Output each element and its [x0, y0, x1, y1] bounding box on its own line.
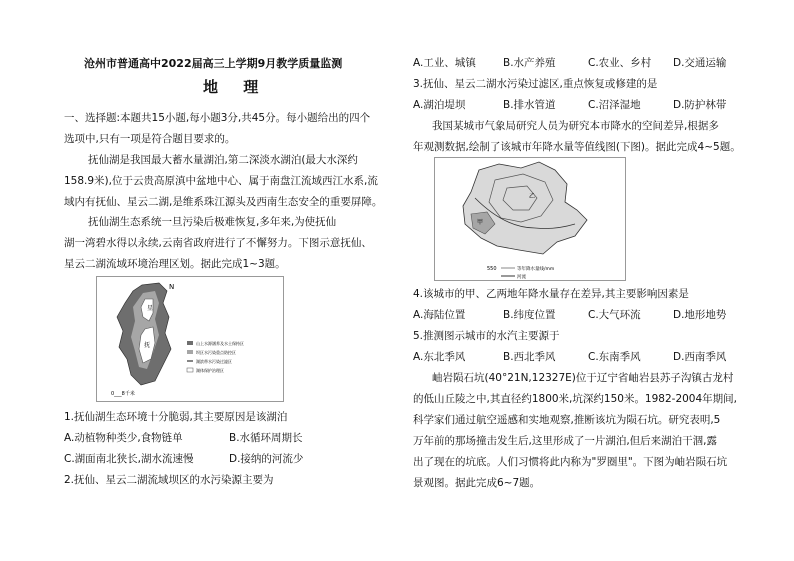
q5-option-d[interactable]: D.西南季风: [673, 351, 727, 363]
q4-option-d[interactable]: D.地形地势: [673, 309, 727, 321]
scale-bar-label: 0___8千米: [111, 391, 135, 397]
q1-options-row-1: [64, 433, 303, 444]
q5-option-b[interactable]: B.西北季风: [503, 351, 556, 363]
question-5: 5.推测图示城市的水汽主要源于: [413, 330, 560, 342]
q2-option-b[interactable]: B.水产养殖: [503, 57, 556, 69]
passage3-line-6: 景观图。据此完成6~7题。: [413, 477, 541, 489]
q1-option-b[interactable]: B.水循环周期长: [229, 432, 303, 444]
q4-options: [413, 310, 726, 321]
river-legend-label: 河流: [517, 275, 526, 280]
passage1-line-1: 抚仙湖是我国最大蓄水量湖泊,第二深淡水湖泊(最大水深约: [88, 154, 358, 166]
passage1-line-6: 星云二湖流域环境治理区划。据此完成1~3题。: [64, 258, 286, 270]
q4-option-a[interactable]: A.海陆位置: [413, 309, 466, 321]
q3-options: [413, 100, 726, 111]
question-1: 1.抚仙湖生态环境十分脆弱,其主要原因是该湖泊: [64, 411, 288, 423]
q2-option-d[interactable]: D.交通运输: [673, 57, 727, 69]
passage3-line-3: 科学家们通过航空遥感和实地观察,推断该坑为陨石坑。研究表明,5: [413, 414, 721, 426]
q2-option-c[interactable]: C.农业、乡村: [588, 57, 652, 69]
q3-option-c[interactable]: C.沼泽湿地: [588, 99, 641, 111]
q2-option-a[interactable]: A.工业、城镇: [413, 57, 476, 69]
q5-option-a[interactable]: A.东北季风: [413, 351, 466, 363]
q1-option-c[interactable]: C.湖面南北狭长,湖水流速慢: [64, 453, 194, 465]
passage3-line-5: 出了现在的坑底。人们习惯将此内称为"罗圈里"。下图为岫岩陨石坑: [413, 456, 728, 468]
contour-legend-label: 等年降水量线/mm: [517, 267, 555, 272]
passage2-line-1: 我国某城市气象局研究人员为研究本市降水的空间差异,根据多: [432, 120, 719, 132]
lake-fu-label: 抚: [144, 342, 151, 349]
legend-label-2: 坝区水污染重点防控区: [196, 350, 236, 355]
q1-options-row-2: [64, 454, 303, 465]
question-4: 4.该城市的甲、乙两地年降水量存在差异,其主要影响因素是: [413, 288, 689, 300]
q1-option-a[interactable]: A.动植物种类少,食物链单: [64, 432, 183, 444]
instructions-line-1: 一、选择题:本题共15小题,每小题3分,共45分。每小题给出的四个: [64, 112, 371, 124]
legend-swatch-4: [187, 368, 193, 372]
passage3-line-2: 的低山丘陵之中,其直径约1800米,坑深约150米。1982-2004年期间,: [413, 393, 738, 405]
precipitation-contour-map: [434, 157, 626, 281]
passage3-line-1: 岫岩陨石坑(40°21N,12327E)位于辽宁省岫岩县苏子沟镇古龙村: [432, 372, 734, 384]
q5-option-c[interactable]: C.东南季风: [588, 351, 641, 363]
question-2: 2.抚仙、星云二湖流域坝区的水污染源主要为: [64, 474, 274, 486]
contour-value-label: 550: [487, 266, 497, 272]
north-arrow-label: N: [169, 283, 175, 291]
point-jia-label: 甲: [477, 219, 484, 226]
question-3: 3.抚仙、星云二湖水污染过滤区,重点恢复或修建的是: [413, 78, 658, 90]
q5-options: [413, 352, 726, 363]
q3-option-d[interactable]: D.防护林带: [673, 99, 727, 111]
legend-label-3: 湖滨带水污染过滤区: [196, 359, 232, 364]
q3-option-a[interactable]: A.湖泊堤坝: [413, 99, 466, 111]
legend-swatch-1: [187, 341, 193, 345]
passage1-line-2: 158.9米),位于云贵高原滇中盆地中心、属于南盘江流域西江水系,流: [64, 175, 378, 187]
passage1-line-3: 域内有抚仙、星云二湖,是维系珠江源头及西南生态安全的重要屏障。: [64, 196, 383, 208]
lake-xing-label: 星: [147, 305, 154, 312]
instructions-line-2: 选项中,只有一项是符合题目要求的。: [64, 133, 236, 145]
subject-title: 地 理: [203, 78, 269, 96]
passage3-line-4: 万年前的那场撞击发生后,这里形成了一片湖泊,但后来湖泊干涸,露: [413, 435, 718, 447]
point-yi-label: 乙: [529, 193, 536, 200]
passage2-line-2: 年观测数据,绘制了该城市年降水量等值线图(下图)。据此完成4~5题。: [413, 141, 741, 153]
q3-option-b[interactable]: B.排水管道: [503, 99, 556, 111]
exam-header: 沧州市普通高中2022届高三上学期9月教学质量监测: [84, 57, 343, 70]
legend-label-1: 山上水源涵养及水土保持区: [196, 341, 244, 346]
q2-options: [413, 58, 726, 69]
q4-option-b[interactable]: B.纬度位置: [503, 309, 556, 321]
lake-region-map: [96, 276, 284, 402]
legend-label-4: 湖体保护治理区: [196, 368, 224, 373]
passage1-line-4: 抚仙湖生态系统一旦污染后极难恢复,多年来,为使抚仙: [88, 216, 337, 228]
q1-option-d[interactable]: D.接纳的河流少: [229, 453, 304, 465]
legend-swatch-2: [187, 350, 193, 354]
passage1-line-5: 湖一湾碧水得以永续,云南省政府进行了不懈努力。下图示意抚仙、: [64, 237, 372, 249]
q4-option-c[interactable]: C.大气环流: [588, 309, 641, 321]
